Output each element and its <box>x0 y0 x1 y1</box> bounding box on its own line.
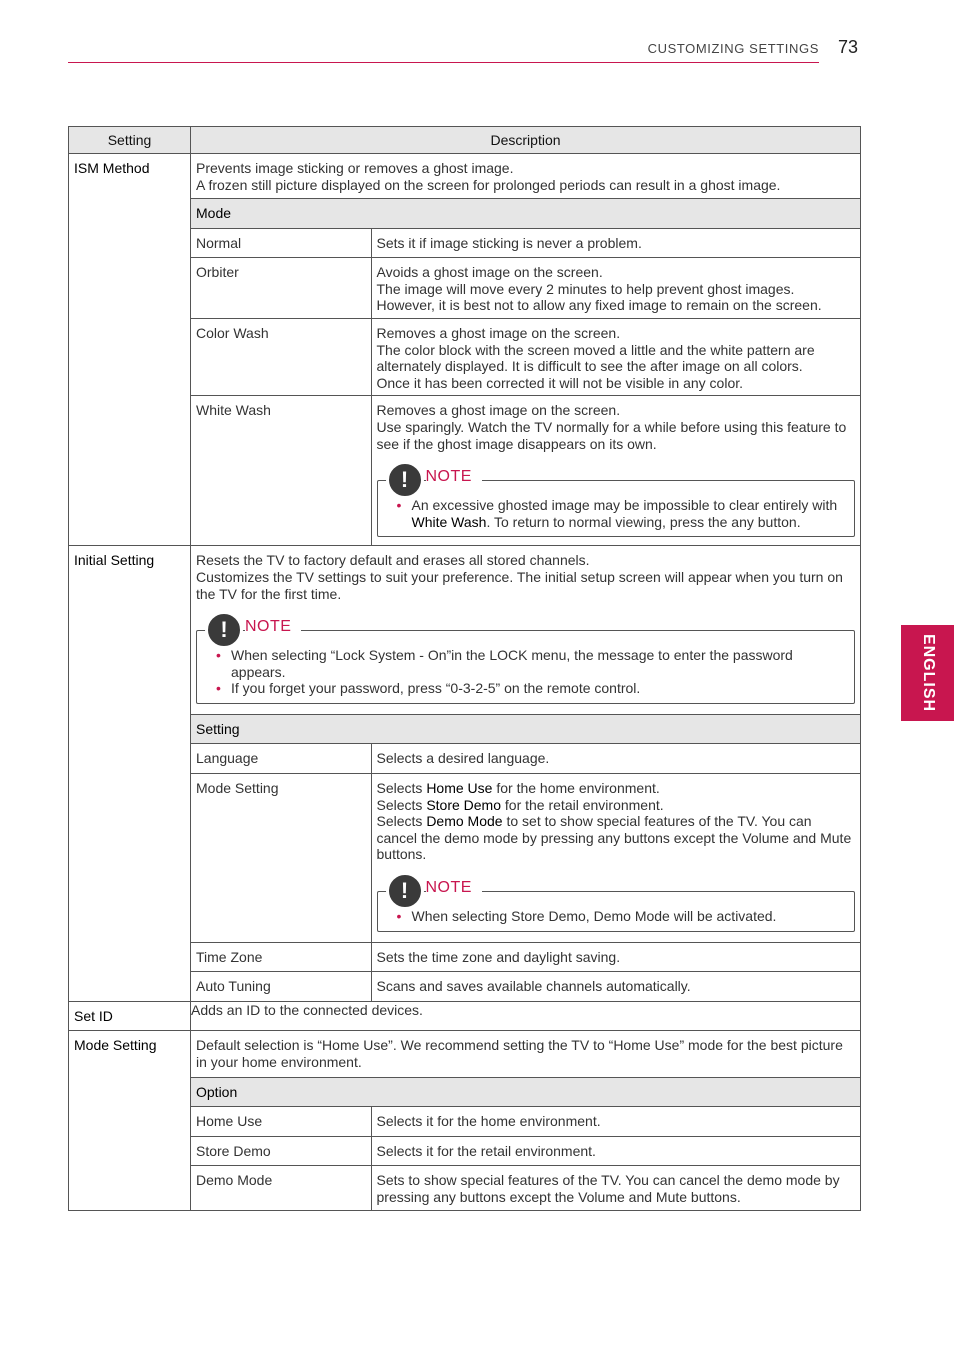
settings-table <box>68 126 861 1211</box>
option-description: Selects it for the retail environment. <box>371 1136 860 1166</box>
mode-subtable <box>191 198 860 545</box>
option-label: Color Wash <box>191 318 371 395</box>
option-description: Selects Home Use for the home environment. Selects Store Demo for the retail environment. Selects Demo Mode to set to show special features of the TV. You can cancel the demo mode by pressing any buttons except the Volume and Mute buttons. ! NOTE • When selecting Store Demo, Demo Mode will be activated. <box>371 774 860 943</box>
option-label: Time Zone <box>191 942 371 972</box>
note-item: • If you forget your password, press “0-3-2-5” on the remote control. <box>216 680 641 697</box>
option-label: Demo Mode <box>191 1166 371 1210</box>
option-description: Scans and saves available channels automatically. <box>371 972 860 1001</box>
option-label: Language <box>191 744 371 774</box>
subtable-header: Mode <box>191 199 860 229</box>
note-box <box>196 617 855 704</box>
note-item: • When selecting Store Demo, Demo Mode will be activated. <box>396 908 777 925</box>
note-label: NOTE <box>426 880 482 897</box>
option-description: Removes a ghost image on the screen. The color block with the screen moved a little and the white pattern are alternately displayed. It is difficult to see the after image on all colors. Once it has been corrected it will not be visible in any color. <box>371 318 860 395</box>
description-column-header: Description <box>191 127 861 154</box>
option-label: Mode Setting <box>191 774 371 943</box>
setting-name: Set ID <box>69 1001 191 1031</box>
description-line: Customizes the TV settings to suit your preference. The initial setup screen will appear when you turn on the TV for the first time. <box>196 568 843 602</box>
setting-description <box>191 546 861 1002</box>
note-label: NOTE <box>245 619 301 636</box>
option-description: Avoids a ghost image on the screen. The image will move every 2 minutes to help prevent ghost images. However, it is best not to allow any fixed image to remain on the screen. <box>371 258 860 319</box>
option-description: Removes a ghost image on the screen. Use sparingly. Watch the TV normally for a while before using this feature to see if the ghost image disappears on its own. ! NOTE • An excessive ghosted image may be impossible to clear entirely with White Wash. To return to normal viewing, press the any button. <box>371 396 860 545</box>
table-row <box>69 1001 861 1031</box>
setting-subtable <box>191 714 860 1001</box>
setting-name: Initial Setting <box>69 546 191 1002</box>
option-description: Selects a desired language. <box>371 744 860 774</box>
note-box <box>377 467 856 537</box>
option-label: Auto Tuning <box>191 972 371 1001</box>
option-description: Sets it if image sticking is never a problem. <box>371 228 860 258</box>
option-label: Normal <box>191 228 371 258</box>
setting-description <box>191 1031 861 1210</box>
table-row <box>191 228 860 258</box>
table-row <box>191 258 860 319</box>
section-title: CUSTOMIZING SETTINGS <box>647 41 819 56</box>
note-item: • When selecting “Lock System - On”in the LOCK menu, the message to enter the password appears. <box>216 647 793 680</box>
setting-name: ISM Method <box>69 154 191 546</box>
table-row <box>69 546 861 1002</box>
option-label: Home Use <box>191 1107 371 1137</box>
option-subtable <box>191 1077 860 1210</box>
table-row <box>69 1031 861 1210</box>
page-number: 73 <box>838 37 859 57</box>
language-side-tab <box>901 625 954 721</box>
exclamation-icon: ! <box>205 611 243 649</box>
option-description: Sets the time zone and daylight saving. <box>371 942 860 972</box>
side-tab-label: ENGLISH <box>919 633 937 713</box>
table-row <box>191 318 860 395</box>
table-row <box>191 1136 860 1166</box>
note-label: NOTE <box>426 469 482 486</box>
table-row <box>191 1166 860 1210</box>
table-row <box>191 774 860 943</box>
note-item: • An excessive ghosted image may be impossible to clear entirely with White Wash. To return to normal viewing, press the any button. <box>396 497 838 530</box>
description-line: Default selection is “Home Use”. We recommend setting the TV to “Home Use” mode for the best picture in your home environment. <box>196 1037 843 1070</box>
table-row <box>191 396 860 545</box>
setting-description <box>191 154 861 546</box>
setting-description: Adds an ID to the connected devices. <box>191 1001 861 1031</box>
option-label: Store Demo <box>191 1136 371 1166</box>
table-row <box>69 154 861 546</box>
header-rule <box>68 62 819 63</box>
option-description: Sets to show special features of the TV. You can cancel the demo mode by pressing any buttons except the Volume and Mute buttons. <box>371 1166 860 1210</box>
table-row <box>191 744 860 774</box>
option-label: Orbiter <box>191 258 371 319</box>
description-line: Prevents image sticking or removes a ghost image. <box>196 160 514 176</box>
description-line: Resets the TV to factory default and erases all stored channels. <box>196 552 590 569</box>
setting-name: Mode Setting <box>69 1031 191 1210</box>
table-header-row <box>69 127 861 154</box>
table-row <box>191 972 860 1001</box>
subtable-header: Option <box>191 1077 860 1107</box>
exclamation-icon: ! <box>386 872 424 910</box>
description-line: A frozen still picture displayed on the screen for prolonged periods can result in a ghost image. <box>196 176 781 193</box>
option-label: White Wash <box>191 396 371 545</box>
table-row <box>191 942 860 972</box>
table-row <box>191 1107 860 1137</box>
note-box <box>377 878 856 932</box>
setting-column-header: Setting <box>69 127 191 154</box>
exclamation-icon: ! <box>386 461 424 499</box>
subtable-header: Setting <box>191 714 860 744</box>
option-description: Selects it for the home environment. <box>371 1107 860 1137</box>
